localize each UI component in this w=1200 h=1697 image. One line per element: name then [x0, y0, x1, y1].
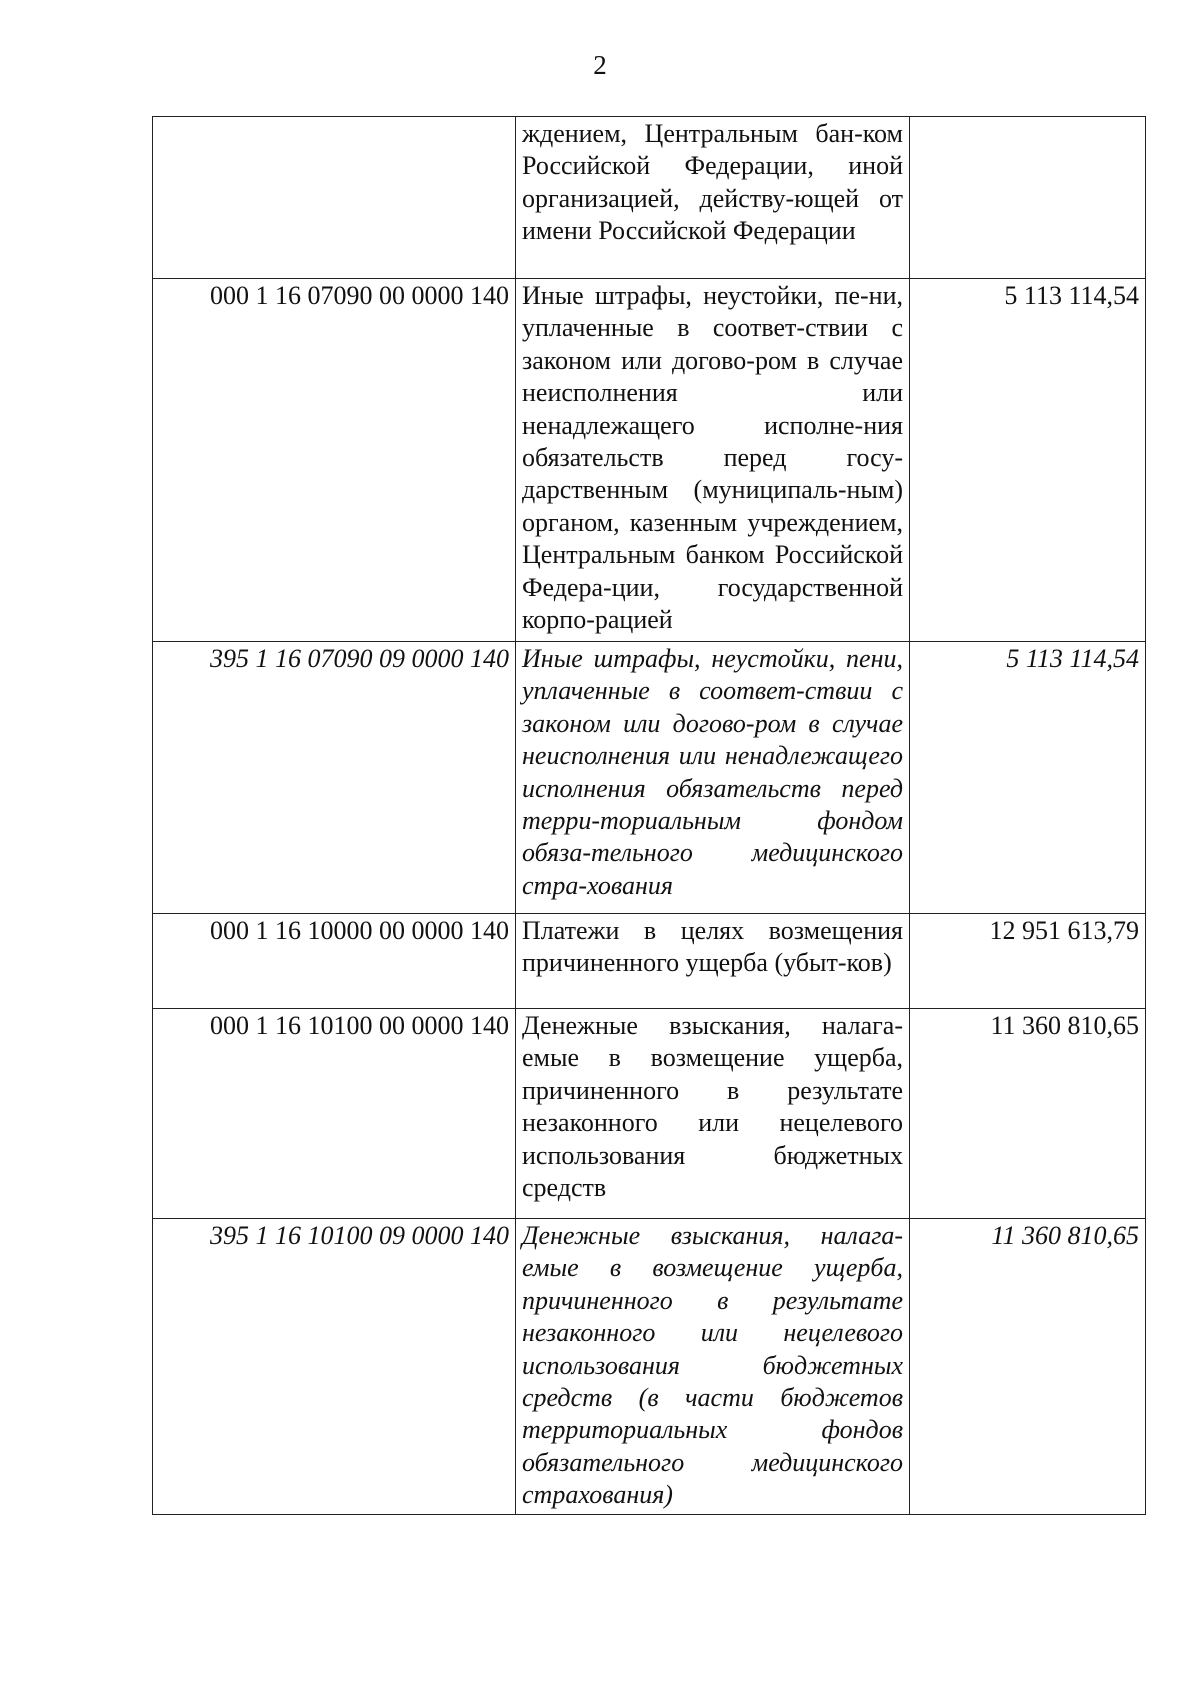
- row-name: ждением, Центральным бан-ком Российской Федерации, иной организацией, действу-ющей от имени Российской Федерации: [516, 117, 910, 279]
- row-sum: 11 360 810,65: [910, 1009, 1146, 1219]
- row-name: Иные штрафы, неустойки, пе-ни, уплаченные в соответ-ствии с законом или догово-ром в случае неисполнения или ненадлежащего исполне-ния обязательств перед госу-дарственным (муниципаль-ным) органом, казенным учреждением, Центральным банком Российской Федера-ции, государственной корпо-рацией: [516, 279, 910, 642]
- table-row: [153, 1219, 1146, 1515]
- row-code: [153, 117, 516, 279]
- table-row: [153, 642, 1146, 914]
- table-row: [153, 914, 1146, 1009]
- row-code: 000 1 16 10000 00 0000 140: [153, 914, 516, 1009]
- row-sum: 5 113 114,54: [910, 642, 1146, 914]
- row-sum: 12 951 613,79: [910, 914, 1146, 1009]
- row-name: Иные штрафы, неустойки, пени, уплаченные в соответ-ствии с законом или догово-ром в случае неисполнения или ненадлежащего исполнения обязательств перед терри-ториальным фондом обяза-тельного медицинского стра-хования: [516, 642, 910, 914]
- row-sum: 5 113 114,54: [910, 279, 1146, 642]
- row-name: Денежные взыскания, налага-емые в возмещение ущерба, причиненного в результате незаконного или нецелевого использования бюджетных средств (в части бюджетов территориальных фондов обязательного медицинского страхования): [516, 1219, 910, 1515]
- table-row: [153, 117, 1146, 279]
- row-name: Денежные взыскания, налага-емые в возмещение ущерба, причиненного в результате незаконного или нецелевого использования бюджетных средств: [516, 1009, 910, 1219]
- row-sum: [910, 117, 1146, 279]
- row-code: 395 1 16 07090 09 0000 140: [153, 642, 516, 914]
- page-number: 2: [593, 50, 607, 80]
- row-name: Платежи в целях возмещения причиненного ущерба (убыт-ков): [516, 914, 910, 1009]
- budget-revenue-table: [152, 116, 1146, 1515]
- row-code: 395 1 16 10100 09 0000 140: [153, 1219, 516, 1515]
- row-code: 000 1 16 10100 00 0000 140: [153, 1009, 516, 1219]
- row-sum: 11 360 810,65: [910, 1219, 1146, 1515]
- table-row: [153, 1009, 1146, 1219]
- table-row: [153, 279, 1146, 642]
- row-code: 000 1 16 07090 00 0000 140: [153, 279, 516, 642]
